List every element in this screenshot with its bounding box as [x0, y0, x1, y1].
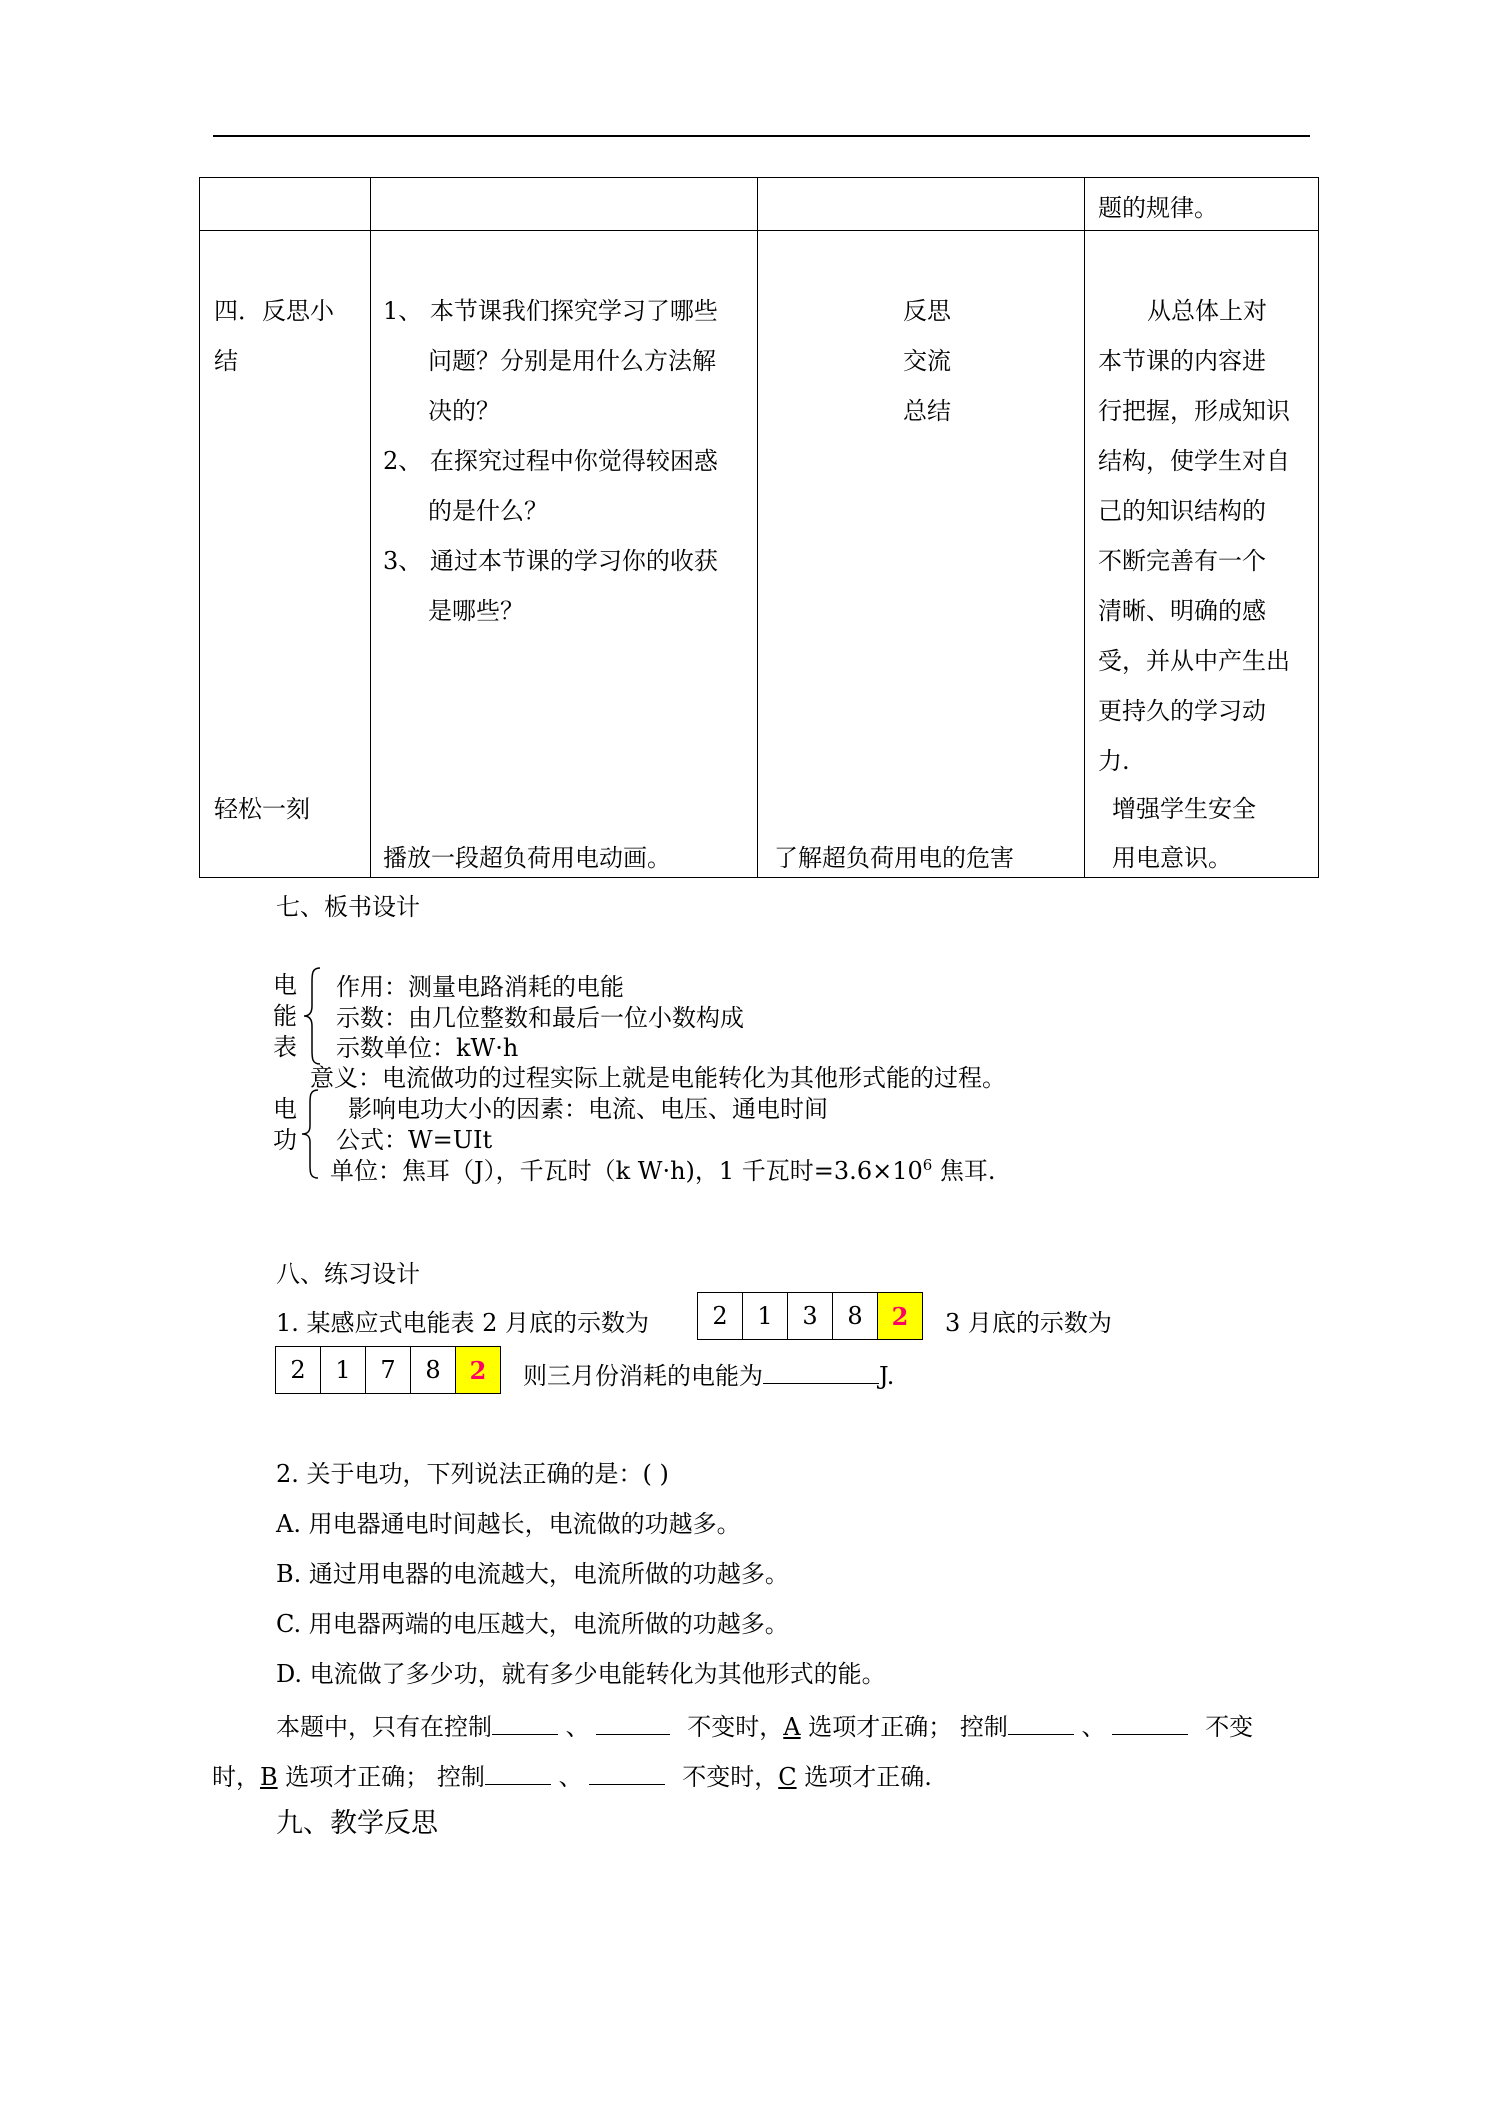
- answer-blank[interactable]: [1008, 1712, 1074, 1735]
- unit-exponent: 6: [922, 1156, 933, 1174]
- table-row: [200, 178, 1319, 231]
- cell-text: 己的知识结构的: [1098, 497, 1266, 525]
- q2-option: C. 用电器两端的电压越大，电流所做的功越多。: [276, 1610, 789, 1638]
- meter-digit: 2: [698, 1293, 743, 1339]
- cell-text: 四．反思小: [214, 297, 334, 325]
- cell-text: 受，并从中产生出: [1098, 647, 1290, 675]
- meter-reading-feb: [697, 1292, 923, 1340]
- table-cell: [371, 178, 758, 231]
- analysis-text: 、: [565, 1713, 590, 1741]
- table-cell: [758, 178, 1085, 231]
- work-item: 意义：电流做功的过程实际上就是电能转化为其他形式能的过程。: [310, 1064, 1006, 1092]
- meter-digit: 8: [411, 1347, 456, 1393]
- analysis-text: 不变时，: [682, 1763, 779, 1791]
- analysis-text: 不变时，: [687, 1713, 784, 1741]
- cell-text: 总结: [903, 397, 951, 425]
- meter-digit: 2: [276, 1347, 321, 1393]
- reflection-stage-cell: [200, 231, 371, 878]
- cell-text: 力.: [1098, 747, 1130, 775]
- analysis-text: 不变: [1205, 1713, 1254, 1741]
- q2-stem: 2. 关于电功，下列说法正确的是：( ): [276, 1460, 669, 1488]
- cell-text: 行把握，形成知识: [1098, 397, 1290, 425]
- q1-tail: [523, 1361, 894, 1388]
- cell-text: 题的规律。: [1098, 194, 1218, 222]
- reflection-heading: 九、教学反思: [276, 1808, 438, 1839]
- q1-mid-text: 3 月底的示数为: [945, 1309, 1112, 1337]
- meter-item: 示数单位：kW·h: [336, 1034, 519, 1062]
- teacher-activity-cell: [371, 231, 758, 878]
- cell-text: 交流: [903, 347, 951, 375]
- analysis-line-2: [212, 1762, 932, 1789]
- q1-tail-text: 则三月份消耗的电能为: [523, 1362, 763, 1390]
- student-activity-cell: [758, 231, 1085, 878]
- answer-blank[interactable]: [589, 1762, 665, 1785]
- work-item: 公式：W=UIt: [336, 1126, 493, 1154]
- board-heading: 七、板书设计: [276, 893, 420, 921]
- header-rule: [213, 135, 1310, 137]
- meter-digit: 3: [788, 1293, 833, 1339]
- analysis-text: 、: [1081, 1713, 1106, 1741]
- analysis-text: 选项才正确； 控制: [285, 1763, 485, 1791]
- work-label-char: 功: [273, 1126, 297, 1154]
- q1-lead-text: 1. 某感应式电能表 2 月底的示数为: [276, 1309, 650, 1337]
- cell-text: 从总体上对: [1147, 297, 1267, 325]
- lesson-plan-table: [199, 177, 1319, 878]
- analysis-text: 本题中，只有在控制: [276, 1713, 492, 1741]
- q2-option: B. 通过用电器的电流越大，电流所做的功越多。: [276, 1560, 789, 1588]
- analysis-text: 选项才正确； 控制: [808, 1713, 1008, 1741]
- meter-item: 示数：由几位整数和最后一位小数构成: [336, 1004, 744, 1032]
- cell-text: 增强学生安全: [1112, 795, 1256, 823]
- answer-blank[interactable]: [763, 1361, 879, 1384]
- meter-digit: 1: [743, 1293, 788, 1339]
- question-text: 决的？: [428, 397, 500, 425]
- meter-digit: 8: [833, 1293, 878, 1339]
- cell-text: 轻松一刻: [214, 795, 310, 823]
- meter-label-char: 电: [273, 971, 297, 999]
- analysis-text: 时，: [212, 1763, 260, 1791]
- cell-text: 反思: [903, 297, 951, 325]
- work-item: 影响电功大小的因素：电流、电压、通电时间: [348, 1095, 828, 1123]
- q2-option: A. 用电器通电时间越长，电流做的功越多。: [276, 1510, 741, 1538]
- answer-blank[interactable]: [485, 1762, 551, 1785]
- question-text: 3、 通过本节课的学习你的收获: [383, 547, 718, 575]
- table-cell: [1085, 178, 1319, 231]
- cell-text: 更持久的学习动: [1098, 697, 1266, 725]
- design-intent-cell: [1085, 231, 1319, 878]
- answer-blank[interactable]: [596, 1712, 670, 1735]
- option-ref: C: [778, 1763, 797, 1791]
- meter-digit: 7: [366, 1347, 411, 1393]
- cell-text: 结构，使学生对自: [1098, 447, 1290, 475]
- cell-text: 不断完善有一个: [1098, 547, 1266, 575]
- question-text: 是哪些？: [428, 597, 524, 625]
- table-row: [200, 231, 1319, 878]
- meter-decimal-digit: 2: [456, 1347, 500, 1393]
- cell-text: 清晰、明确的感: [1098, 597, 1266, 625]
- meter-label-char: 能: [273, 1002, 297, 1030]
- analysis-text: 、: [558, 1763, 583, 1791]
- option-ref: B: [260, 1763, 278, 1791]
- question-text: 2、 在探究过程中你觉得较困惑: [383, 447, 718, 475]
- cell-text: 结: [214, 347, 238, 375]
- analysis-line-1: [276, 1712, 1253, 1739]
- question-text: 的是什么？: [428, 497, 548, 525]
- meter-decimal-digit: 2: [878, 1293, 922, 1339]
- left-brace-icon: [302, 966, 324, 1066]
- answer-blank[interactable]: [492, 1712, 558, 1735]
- meter-digit: 1: [321, 1347, 366, 1393]
- cell-text: 用电意识。: [1112, 844, 1232, 872]
- cell-text: 了解超负荷用电的危害: [774, 844, 1014, 872]
- meter-reading-mar: [275, 1346, 501, 1394]
- unit-text: 焦耳.: [939, 1157, 996, 1185]
- q1-unit-text: J.: [879, 1362, 895, 1390]
- work-item-unit: [330, 1158, 996, 1183]
- meter-label-char: 表: [273, 1033, 297, 1061]
- meter-item: 作用：测量电路消耗的电能: [336, 973, 624, 1001]
- question-text: 问题？分别是用什么方法解: [428, 347, 716, 375]
- question-text: 1、 本节课我们探究学习了哪些: [383, 297, 718, 325]
- cell-text: 播放一段超负荷用电动画。: [383, 844, 671, 872]
- q2-option: D. 电流做了多少功，就有多少电能转化为其他形式的能。: [276, 1660, 886, 1688]
- analysis-text: 选项才正确.: [804, 1763, 932, 1791]
- work-label-char: 电: [273, 1095, 297, 1123]
- table-cell: [200, 178, 371, 231]
- left-brace-icon: [300, 1088, 322, 1180]
- unit-text: 单位：焦耳（J），千瓦时（k W·h)，1 千瓦时=3.6×10: [330, 1157, 923, 1185]
- exercise-heading: 八、练习设计: [276, 1260, 420, 1288]
- cell-text: 本节课的内容进: [1098, 347, 1266, 375]
- answer-blank[interactable]: [1112, 1712, 1188, 1735]
- option-ref: A: [783, 1713, 801, 1741]
